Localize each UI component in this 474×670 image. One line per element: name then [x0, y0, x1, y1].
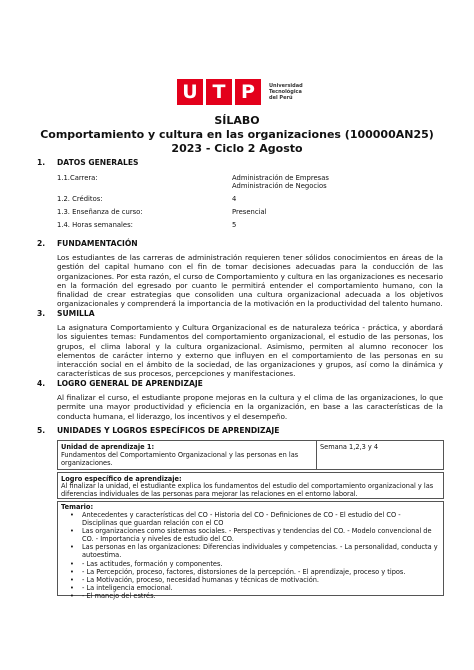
logo-letter-p: P — [235, 79, 261, 105]
logo-text: Universidad Tecnológica del Perú — [269, 83, 303, 101]
datos-value-horas: 5 — [232, 221, 237, 229]
datos-label-creditos: 1.2. Créditos: — [57, 195, 103, 203]
unidad-semana: Semana 1,2,3 y 4 — [320, 443, 379, 451]
logo-letter-u: U — [177, 79, 203, 105]
datos-label-carrera: 1.1.Carrera: — [57, 174, 98, 182]
table-divider — [316, 440, 317, 470]
course-period: 2023 - Ciclo 2 Agosto — [171, 142, 303, 155]
section-heading-logro-general: 4. LOGRO GENERAL DE APRENDIZAJE — [37, 379, 203, 388]
temario-item: • Las organizaciones como sistemas sociales. - Perspectivas y tendencias del CO. - Modelo convencional de CO. - Importancia y niveles de estudio del CO. — [70, 527, 438, 543]
temario-title: Temario: — [61, 503, 94, 511]
utp-logo — [177, 78, 305, 106]
datos-value-creditos: 4 — [232, 195, 237, 203]
unidad-desc: Fundamentos del Comportamiento Organizacional y las personas en las organizaciones. — [61, 451, 299, 467]
temario-item: • Las personas en las organizaciones: Diferencias individuales y competencias. - La personalidad, conducta y autoestima. — [70, 543, 438, 559]
datos-value-ensenanza: Presencial — [232, 208, 267, 216]
sumilla-text: La asignatura Comportamiento y Cultura Organizacional es de naturaleza teórica - práctica, y abordará los siguientes temas: Fundamentos del comportamiento organizacional, el estudio de las personas, los grupos, el clima laboral y la cultura organizacional. Asimismo, permiten al alumno reconocer los elementos de carácter interno y externo que influyen en el comportamiento de las personas en su interacción social en el ámbito de la sociedad, de las organizaciones y grupos, así como la dinámica y características de sus procesos, percepciones y manifestaciones. — [57, 323, 443, 379]
temario-item: • - El manejo del estrés. — [70, 592, 438, 600]
temario-item: • - Las actitudes, formación y componentes. — [70, 560, 438, 568]
temario-item: • - La inteligencia emocional. — [70, 584, 438, 592]
section-heading-fundamentacion: 2. FUNDAMENTACIÓN — [37, 239, 138, 248]
section-heading-unidades: 5. UNIDADES Y LOGROS ESPECÍFICOS DE APRENDIZAJE — [37, 426, 280, 435]
fundamentacion-text: Los estudiantes de las carreras de administración requieren tener sólidos conocimientos en áreas de la gestión del capital humano con el fin de tomar decisiones adecuadas para la conducción de las organizaciones. Por esta razón, el curso de Comportamiento y cultura en las organizaciones es necesario en la formación del egresado por cuanto le permitirá entender el comportamiento humano, con la finalidad de crear estrategias que consoliden una cultura organizacional adecuada a los objetivos organizacionales y comprenderá la importancia de la motivación en la productividad del talento humano. — [57, 253, 443, 309]
course-title: Comportamiento y cultura en las organizaciones (100000AN25) — [40, 128, 434, 141]
document-title: SÍLABO — [214, 114, 260, 127]
temario-item: • Antecedentes y características del CO - Historia del CO - Definiciones de CO - El estudio del CO - Disciplinas que guardan relación con el CO — [70, 511, 438, 527]
logo-letter-t: T — [206, 79, 232, 105]
temario-list — [70, 511, 438, 600]
logro-especifico-title: Logro específico de aprendizaje: — [61, 475, 182, 483]
datos-value-carrera: Administración de Empresas Administración de Negocios — [232, 174, 329, 191]
unidad-title: Unidad de aprendizaje 1: — [61, 443, 155, 451]
datos-label-horas: 1.4. Horas semanales: — [57, 221, 133, 229]
section-heading-datos: 1. DATOS GENERALES — [37, 158, 139, 167]
logro-especifico-text: Al finalizar la unidad, el estudiante explica los fundamentos del estudio del comportamiento organizacional y las diferencias individuales de las personas para mejorar las relaciones en el entorno laboral. — [61, 482, 434, 498]
section-heading-sumilla: 3. SUMILLA — [37, 309, 95, 318]
datos-label-ensenanza: 1.3. Enseñanza de curso: — [57, 208, 143, 216]
logro-general-text: Al finalizar el curso, el estudiante propone mejoras en la cultura y el clima de las organizaciones, lo que permite una mayor productividad y eficiencia en la organización, en base a las características de la conducta humana, el liderazgo, los incentivos y el desempeño. — [57, 393, 443, 421]
temario-item: • - La Percepción, proceso, factores, distorsiones de la percepción. - El aprendizaje, proceso y tipos. — [70, 568, 438, 576]
temario-item: • - La Motivación, proceso, necesidad humanas y técnicas de motivación. — [70, 576, 438, 584]
